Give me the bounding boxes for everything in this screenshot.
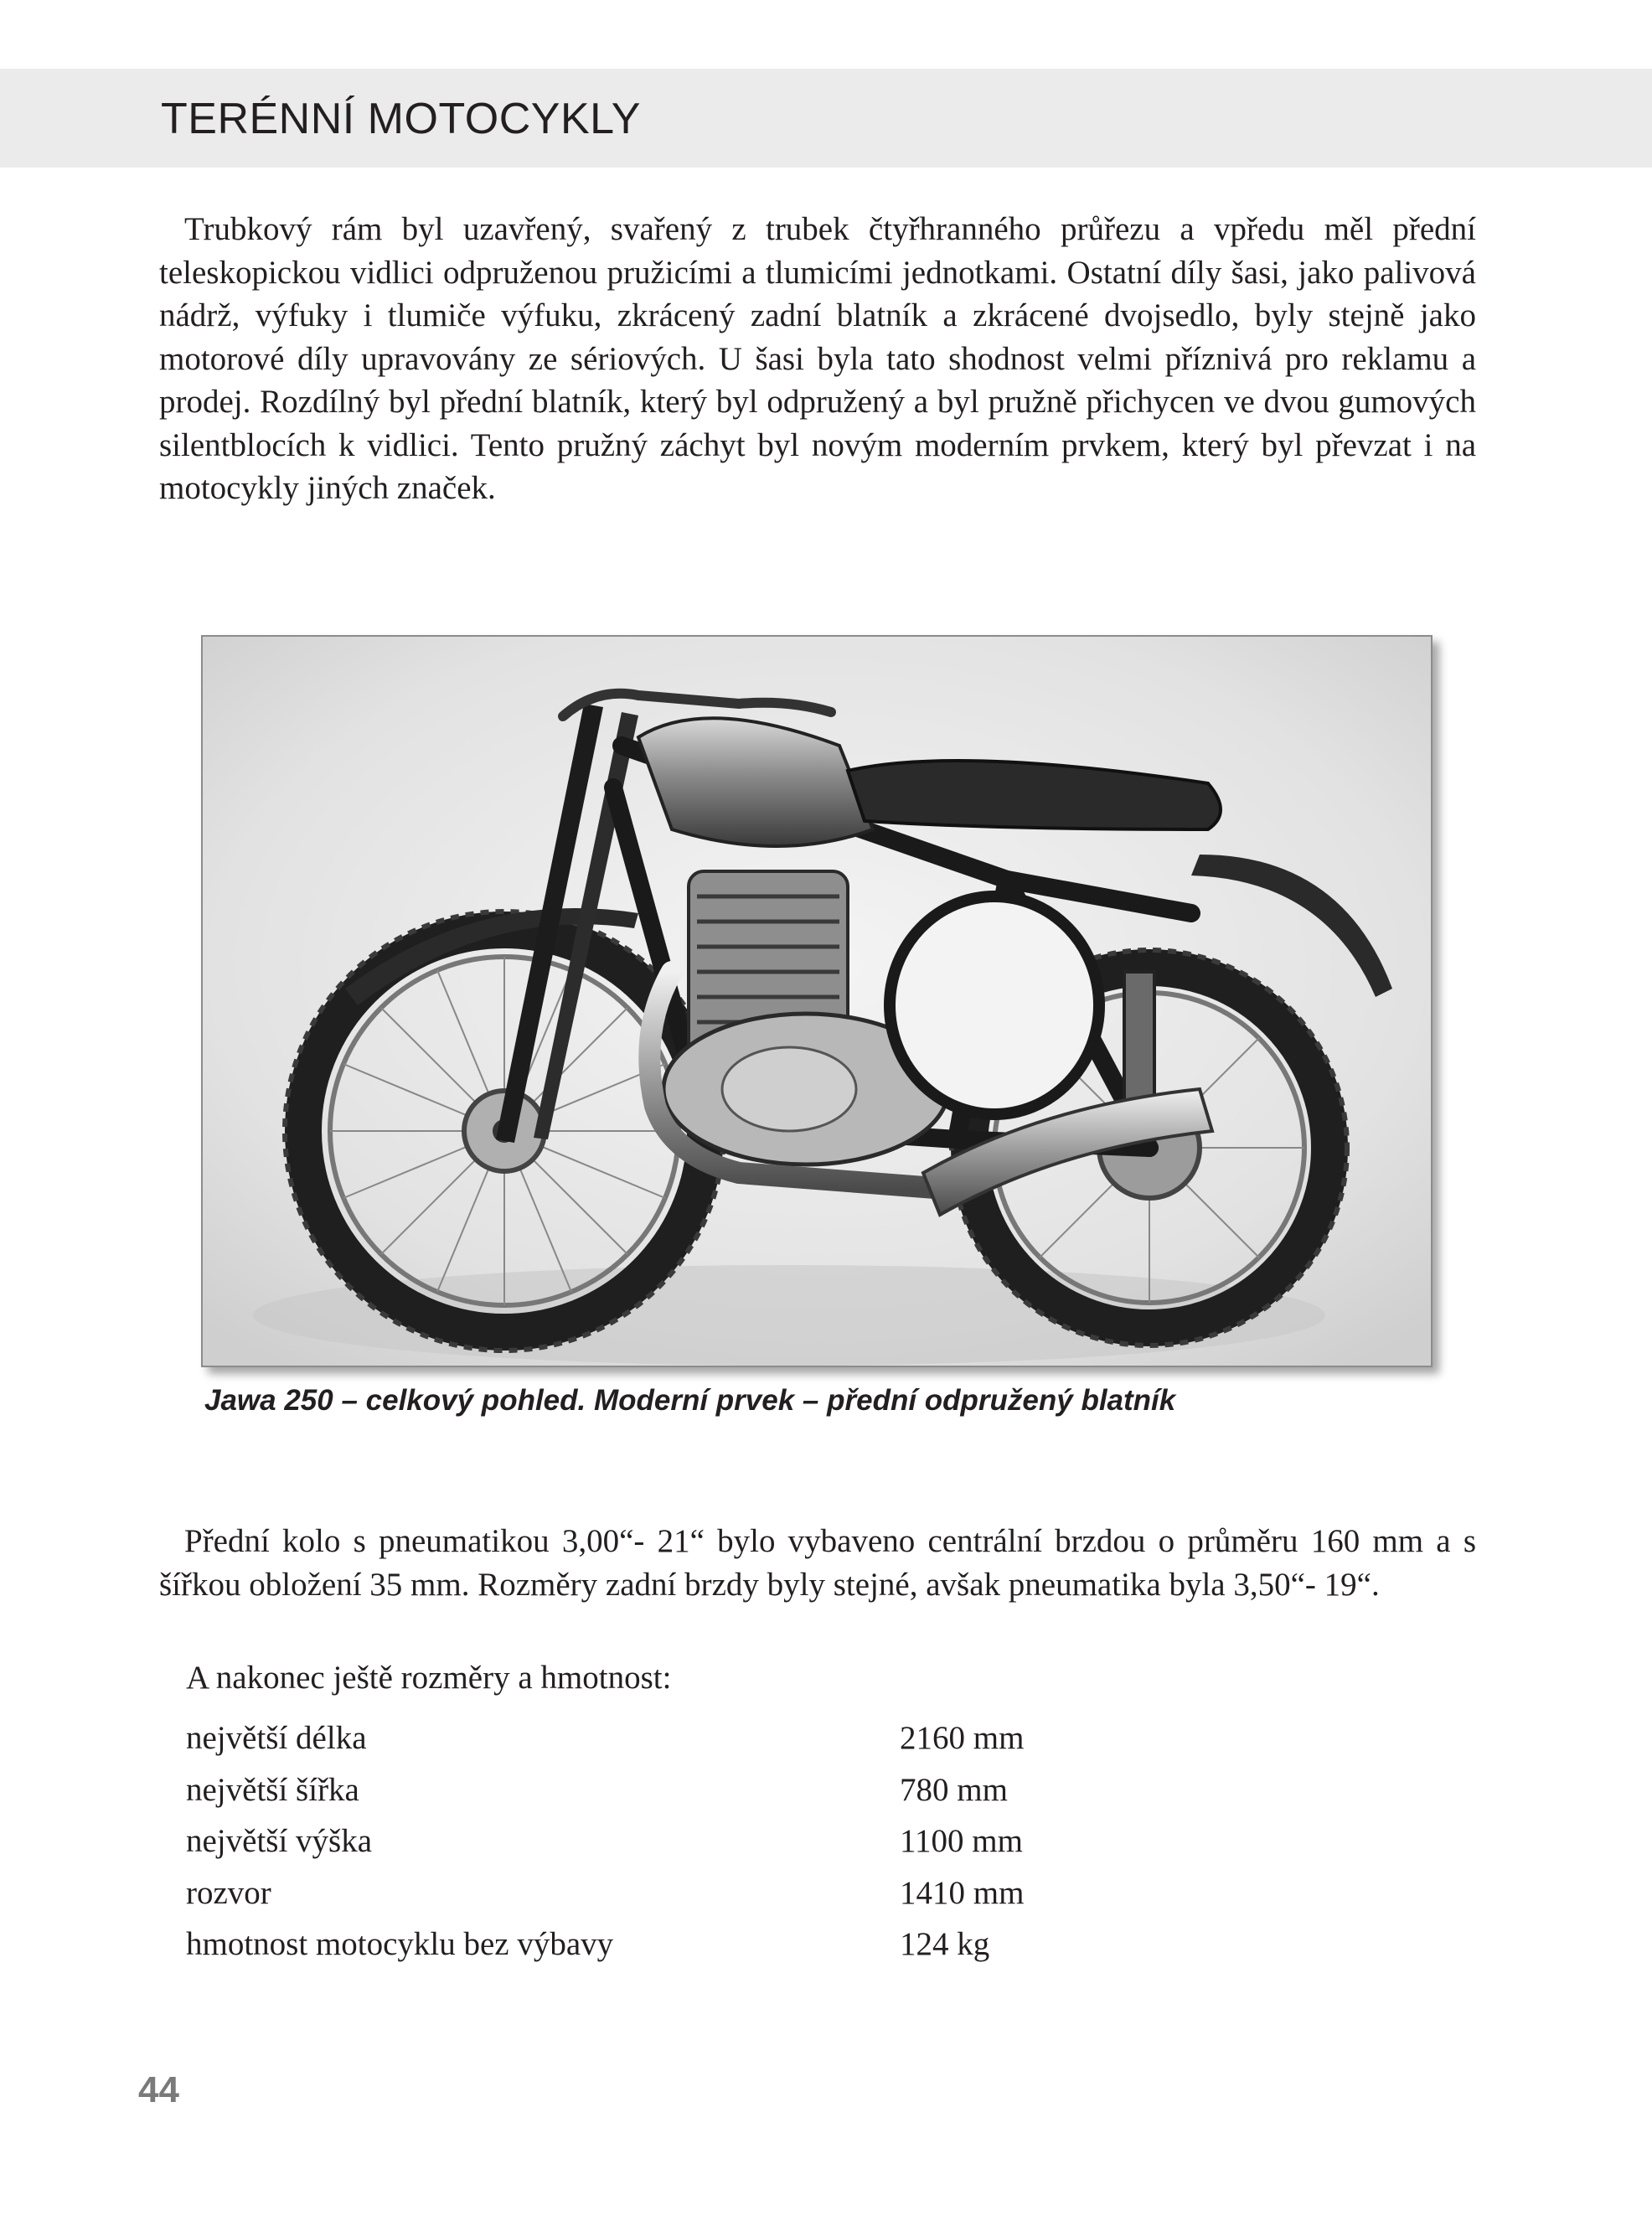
- spec-label: největší výška: [186, 1823, 373, 1859]
- page-number: 44: [138, 2069, 179, 2110]
- spec-label: největší délka: [186, 1720, 367, 1756]
- spec-value: 124 kg: [900, 1926, 990, 1962]
- paragraph-wheels-brakes: Přední kolo s pneumatikou 3,00“- 21“ bylo vybaveno centrální brzdou o průměru 160 mm a s šířkou obložení 35 mm. Rozměry zadní brzdy byly stejné, avšak pneumatika byla 3,50“- 19“.: [159, 1523, 1476, 1603]
- spec-value: 2160 mm: [900, 1720, 1025, 1756]
- figure-caption: Jawa 250 – celkový pohled. Moderní prvek – přední odpružený blatník: [204, 1384, 1176, 1417]
- spec-label: hmotnost motocyklu bez výbavy: [186, 1926, 614, 1962]
- spec-value: 1100 mm: [900, 1823, 1023, 1859]
- paragraph-frame-description: Trubkový rám byl uzavřený, svařený z trubek čtyřhranného průřezu a vpředu měl přední teleskopickou vidlici odpruženou pružicími a tlumicími jednotkami. Ostatní díly šasi, jako palivová nádrž, výfuky i tlumiče výfuku, zkrácený zadní blatník a zkrácené dvojsedlo, byly stejně jako motorové díly upravovány ze sériových. U šasi byla tato shodnost velmi příznivá pro reklamu a prodej. Rozdílný byl přední blatník, který byl odpružený a byl pružně přichycen ve dvou gumových silentblocích k vidlici. Tento pružný záchyt byl novým moderním prvkem, který byl převzat i na motocykly jiných značek.: [159, 211, 1476, 506]
- spec-row: [186, 1872, 1107, 1924]
- specs-table: [186, 1717, 1107, 1976]
- spec-row: [186, 1717, 1107, 1769]
- spec-label: největší šířka: [186, 1771, 359, 1808]
- spec-row: [186, 1924, 1107, 1976]
- running-header-title: TERÉNNÍ MOTOCYKLY: [161, 95, 641, 143]
- spec-value: 1410 mm: [900, 1874, 1025, 1911]
- specs-intro: A nakonec ještě rozměry a hmotnost:: [186, 1660, 672, 1696]
- spec-row: [186, 1821, 1107, 1872]
- spec-row: [186, 1769, 1107, 1821]
- spec-value: 780 mm: [900, 1771, 1008, 1808]
- spec-label: rozvor: [186, 1874, 271, 1911]
- motorcycle-photo: [201, 635, 1433, 1367]
